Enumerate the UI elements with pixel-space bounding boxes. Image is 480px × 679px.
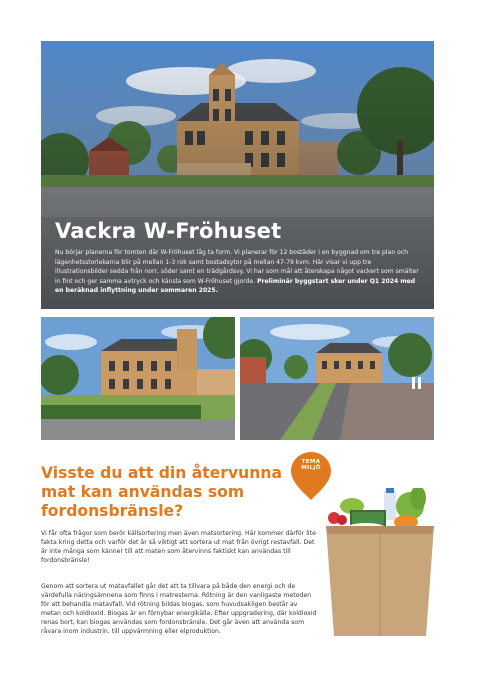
hero-text-regular: Nu börjar planerna för tomten där W-Fröhuset låg ta form. Vi planerar för 12 bostäder i en byggnad om tre plan och lägenhetsstorlekarna blir på mellan 1-3 rok samt bostadsytor på mellan 47-79 kvm. Här visar vi upp tre illustrationsbilder sedda från norr, söder samt en trädgårdsvy. Vi har som mål att återskapa något vackert som smälter in fint och ger samma avtryck och känsla som W-Fröhuset gjorde. <box>55 249 419 285</box>
theme-badge-label: TEMA MILJÖ <box>301 459 321 471</box>
hero-text-bold: Preliminär byggstart sker under Q1 2024 med en beräknad inflyttning under sommaren 2025. <box>55 277 416 295</box>
street-view-rendering <box>240 317 434 440</box>
hero-illustration <box>41 41 434 309</box>
building-rendering-south <box>240 317 434 440</box>
article-paragraph-1: Vi får ofta frågor som berör källsortering men även matsortering. Här kommer därför lite fakta kring detta och varför det är så viktigt att sortera ut mat från övrigt restavfall. Det är inte många som känner till att maten som återvinns faktiskt kan användas till fordonsbränsle! <box>41 530 316 565</box>
hero-description <box>55 248 423 296</box>
grocery-bag-illustration <box>322 488 438 638</box>
article-paragraph-2: Genom att sortera ut matavfallet går det att ta tillvara på både den energi och de värdefulla näringsämnena som finns i matresterna. Rötning är den vanligaste metoden för att behandla matavfall. Vid rötning bildas biogas, som huvudsakligen består av metan och koldioxid. Biogas är en förnybar energikälla. Efter uppgradering, där koldioxid renas bort, kan biogas användas som fordonsbränsle. Det går även att använda som råvara inom industrin, till uppvärmning eller elproduktion. <box>41 583 317 636</box>
hero-title: Vackra W-Fröhuset <box>55 219 282 243</box>
garden-view-rendering <box>41 317 235 440</box>
building-rendering-garden <box>41 317 235 440</box>
article-headline: Visste du att din återvunna mat kan användas som fordonsbränsle? <box>41 464 282 520</box>
